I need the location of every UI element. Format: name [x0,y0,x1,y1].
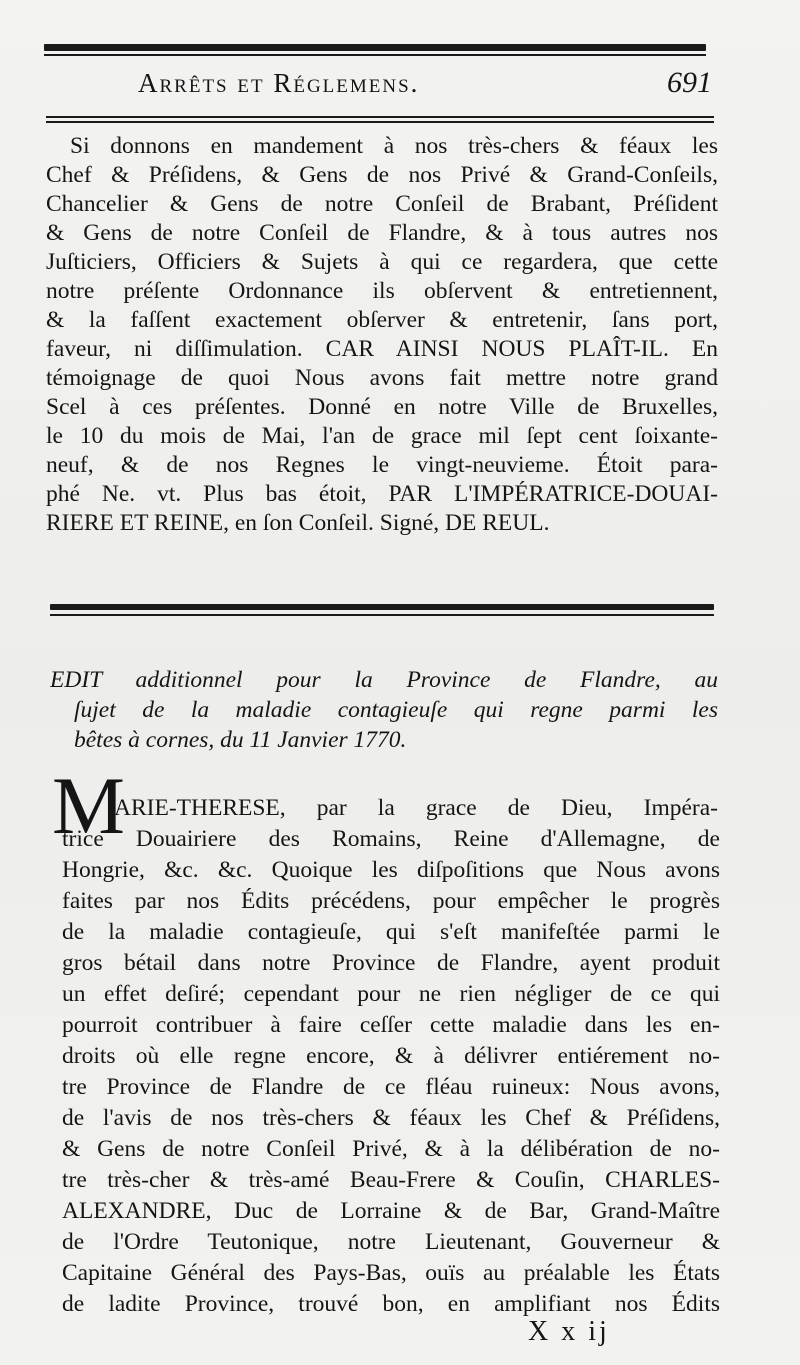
section-divider [50,604,714,610]
running-title: Arrêts et Réglemens. [138,68,420,98]
text-line: & Gens de notre Conſeil de Flandre, & à tous autres nos [46,220,718,246]
text-line: Scel à ces préſentes. Donné en notre Ville de Bruxelles, [46,394,718,420]
text-line: & la faſſent exactement obſerver & entretenir, ſans port, [46,307,718,333]
text-line: tre Province de Flandre de ce fléau ruineux: Nous avons, [62,1074,720,1100]
text-line: gros bétail dans notre Province de Flandre, ayent produit [62,950,720,976]
text-line: pourroit contribuer à faire ceſſer cette maladie dans les en- [62,1012,720,1038]
edict-title-line: bêtes à cornes, du 11 Janvier 1770. [74,727,407,753]
text-line: faites par nos Édits précédens, pour empêcher le progrès [62,888,720,914]
text-line: ALEXANDRE, Duc de Lorraine & de Bar, Grand-Maître [62,1198,720,1224]
text-line: neuf, & de nos Regnes le vingt-neuvieme. Étoit para- [46,452,718,478]
text-line: un effet deſiré; cependant pour ne rien négliger de ce qui [62,981,720,1007]
text-line: Juſticiers, Officiers & Sujets à qui ce regardera, que cette [46,249,718,275]
page-number: 691 [667,66,712,99]
text-line: Hongrie, &c. &c. Quoique les diſpoſitions que Nous avons [62,857,720,883]
text-line: Chancelier & Gens de notre Conſeil de Brabant, Préſident [46,191,718,217]
header-top-thin-rule [44,54,706,56]
text-line: phé Ne. vt. Plus bas étoit, PAR L'IMPÉRATRICE-DOUAI- [46,481,718,507]
text-line: le 10 du mois de Mai, l'an de grace mil ſept cent ſoixante- [46,423,718,449]
text-line: Capitaine Général des Pays-Bas, ouïs au préalable les États [62,1260,720,1286]
text-line: de l'Ordre Teutonique, notre Lieutenant, Gouverneur & [62,1229,720,1255]
text-line: de ladite Province, trouvé bon, en amplifiant nos Édits [62,1291,720,1317]
edict-title-line: ſujet de la maladie contagieuſe qui regne parmi les [74,697,718,723]
text-line: Si donnons en mandement à nos très-chers & féaux les [70,133,718,159]
text-line: ARIE-THERESE, par la grace de Dieu, Impéra- [114,795,718,821]
header-bottom-rule [46,116,714,118]
drop-cap: M [52,760,125,851]
text-line: RIERE ET REINE, en ſon Conſeil. Signé, DE REUL. [46,510,550,536]
text-line: & Gens de notre Conſeil Privé, & à la délibération de no- [62,1136,720,1162]
section-divider-thin [50,614,714,616]
text-line: trice Douairiere des Romains, Reine d'Allemagne, de [62,826,720,852]
page-header [46,62,718,106]
text-line: faveur, ni diſſimulation. CAR AINSI NOUS PLAÎT-IL. En [46,336,718,362]
header-top-rule [44,44,706,51]
text-line: de l'avis de nos très-chers & féaux les Chef & Préſidens, [62,1105,720,1131]
text-line: tre très-cher & très-amé Beau-Frere & Couſin, CHARLES- [62,1167,720,1193]
text-line: témoignage de quoi Nous avons fait mettre notre grand [46,365,718,391]
signature-mark: X x ij [528,1316,610,1347]
text-line: de la maladie contagieuſe, qui s'eſt manifeſtée parmi le [62,919,720,945]
text-line: notre préſente Ordonnance ils obſervent & entretiennent, [46,278,718,304]
text-line: Chef & Préſidens, & Gens de nos Privé & Grand-Conſeils, [46,162,718,188]
edict-title-line: EDIT additionnel pour la Province de Flandre, au [50,667,718,693]
text-line: droits où elle regne encore, & à délivrer entiérement no- [62,1043,720,1069]
header-bottom-rule-2 [46,121,714,123]
